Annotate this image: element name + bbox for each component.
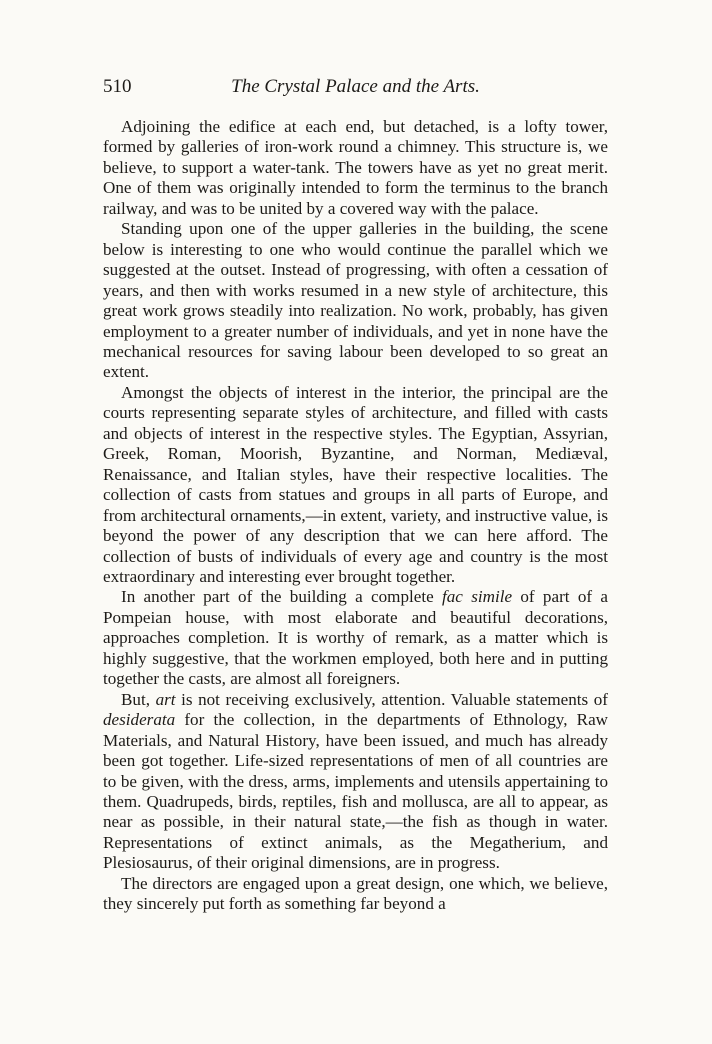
paragraph-text: Adjoining the edifice at each end, but detached, is a lofty tower, formed by galleries of iron-work round a chimney. This structure is, we believe, to support a water-tank. The towers have as yet no great merit. One of them was originally intended to form the terminus to the branch railway, and was to be united by a covered way with the palace. [103, 117, 608, 218]
paragraph-text: for the collection, in the departments of Ethnology, Raw Materials, and Natural History, have been issued, and much has already been got together. Life-sized representations of men of all countries are to be given, with the dress, arms, implements and utensils appertaining to them. Quadrupeds, birds, reptiles, fish and mollusca, are all to appear, as near as possible, in their natural state,—the fish as though in water. Representations of extinct animals, as the Megatherium, and Plesiosaurus, of their original dimensions, are in progress. [103, 710, 608, 873]
running-title: The Crystal Palace and the Arts. [231, 76, 480, 97]
paragraph-text: Standing upon one of the upper galleries in the building, the scene below is interesting to one who would continue the parallel which we suggested at the outset. Instead of progressing, with often a cessation of years, and then with works resumed in a new style of architecture, this great work grows steadily into realization. No work, probably, has given employment to a greater number of individuals, and yet in none have the mechanical resources for saving labour been developed to so great an extent. [103, 219, 608, 382]
paragraph-text: The directors are engaged upon a great design, one which, we believe, they sincerely put forth as something far beyond a [103, 873, 608, 914]
paragraph [103, 874, 608, 915]
paragraph [103, 690, 608, 874]
italic-text: art [155, 689, 176, 709]
italic-text: desiderata [103, 710, 176, 730]
paragraph [103, 383, 608, 588]
paragraph [103, 587, 608, 689]
paragraph-text: is not receiving exclusively, attention. Valuable statements of [175, 689, 608, 709]
page-header [103, 76, 608, 106]
body-text [103, 117, 608, 915]
paragraph-text: of part of a Pompeian house, with most elaborate and beautiful decorations, approaches completion. It is worthy of remark, as a matter which is highly suggestive, that the workmen employed, both here and in putting together the casts, are almost all foreigners. [103, 587, 608, 689]
paragraph [103, 219, 608, 383]
page-number: 510 [103, 76, 132, 97]
paragraph-text: But, [121, 689, 156, 709]
italic-text: fac simile [442, 587, 513, 607]
paragraph-text: In another part of the building a complete [121, 587, 442, 607]
paragraph-text: Amongst the objects of interest in the interior, the principal are the courts representing separate styles of architecture, and filled with casts and objects of interest in the respective styles. The Egyptian, Assyrian, Greek, Roman, Moorish, Byzantine, and Norman, Mediæval, Renaissance, and Italian styles, have their respective localities. The collection of casts from statues and groups in all parts of Europe, and from architectural ornaments,—in extent, variety, and instructive value, is beyond the power of any description that we can here afford. The collection of busts of individuals of every age and country is the most extraordinary and interesting ever brought together. [103, 382, 608, 586]
paragraph [103, 117, 608, 219]
